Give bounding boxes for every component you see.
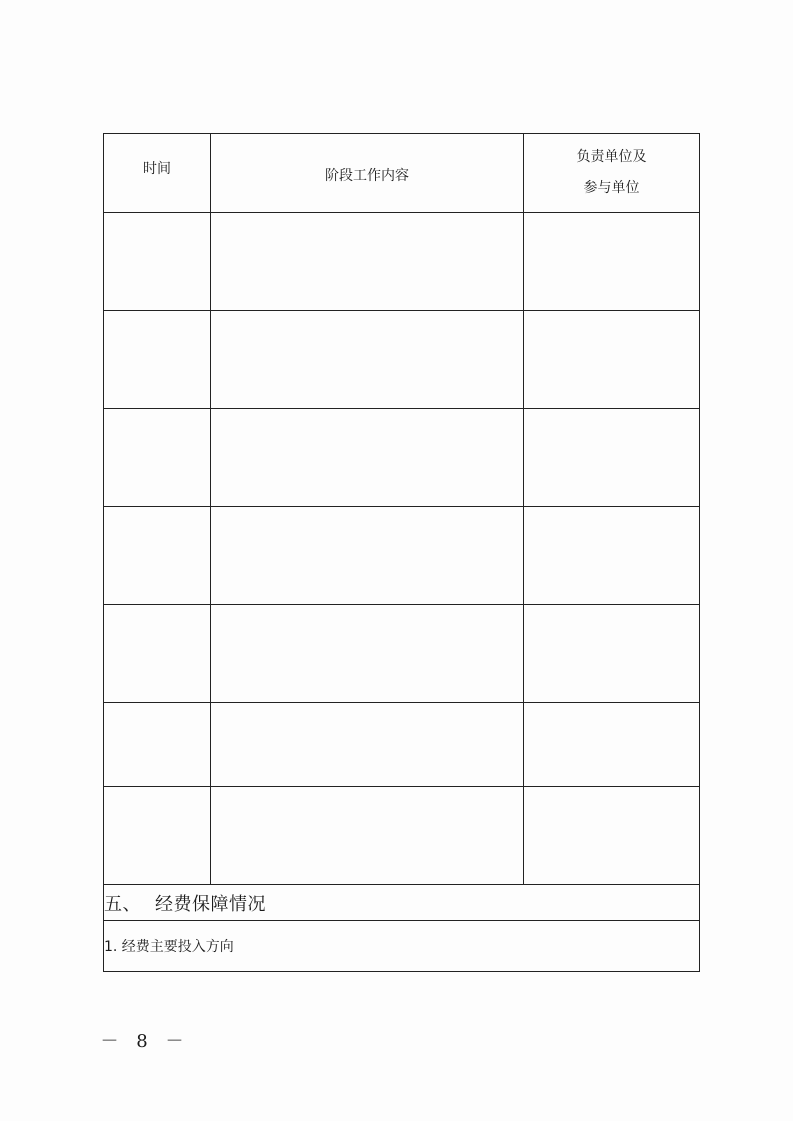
cell-unit[interactable] — [524, 787, 700, 885]
table-row — [104, 507, 700, 605]
cell-time[interactable] — [104, 703, 211, 787]
cell-time[interactable] — [104, 311, 211, 409]
header-stage-work-content: 阶段工作内容 — [211, 134, 524, 213]
header-responsible-unit — [524, 134, 700, 213]
cell-unit[interactable] — [524, 703, 700, 787]
subsection-row — [104, 921, 700, 972]
header-time: 时间 — [104, 134, 211, 213]
header-unit-line1: 负责单位及 — [576, 149, 647, 165]
cell-time[interactable] — [104, 409, 211, 507]
cell-time[interactable] — [104, 787, 211, 885]
section-title: 经费保障情况 — [155, 893, 266, 915]
cell-content[interactable] — [211, 703, 524, 787]
section-number: 五、 — [104, 893, 141, 915]
cell-time[interactable] — [104, 213, 211, 311]
cell-content[interactable] — [211, 605, 524, 703]
table-row — [104, 311, 700, 409]
cell-unit[interactable] — [524, 507, 700, 605]
table-row — [104, 605, 700, 703]
cell-content[interactable] — [211, 409, 524, 507]
table-row — [104, 787, 700, 885]
page-number: － 8 － — [100, 1031, 190, 1052]
header-unit-line2: 参与单位 — [583, 180, 640, 196]
cell-unit[interactable] — [524, 311, 700, 409]
cell-time[interactable] — [104, 605, 211, 703]
cell-content[interactable] — [211, 213, 524, 311]
subsection-label[interactable]: 1. 经费主要投入方向 — [104, 921, 700, 972]
table-row — [104, 409, 700, 507]
cell-time[interactable] — [104, 507, 211, 605]
cell-content[interactable] — [211, 787, 524, 885]
cell-unit[interactable] — [524, 605, 700, 703]
section-heading — [104, 885, 700, 921]
cell-unit[interactable] — [524, 409, 700, 507]
work-plan-table — [103, 133, 700, 972]
table-header-row — [104, 134, 700, 213]
cell-unit[interactable] — [524, 213, 700, 311]
cell-content[interactable] — [211, 507, 524, 605]
table-row — [104, 213, 700, 311]
section-heading-row — [104, 885, 700, 921]
cell-content[interactable] — [211, 311, 524, 409]
table-row — [104, 703, 700, 787]
